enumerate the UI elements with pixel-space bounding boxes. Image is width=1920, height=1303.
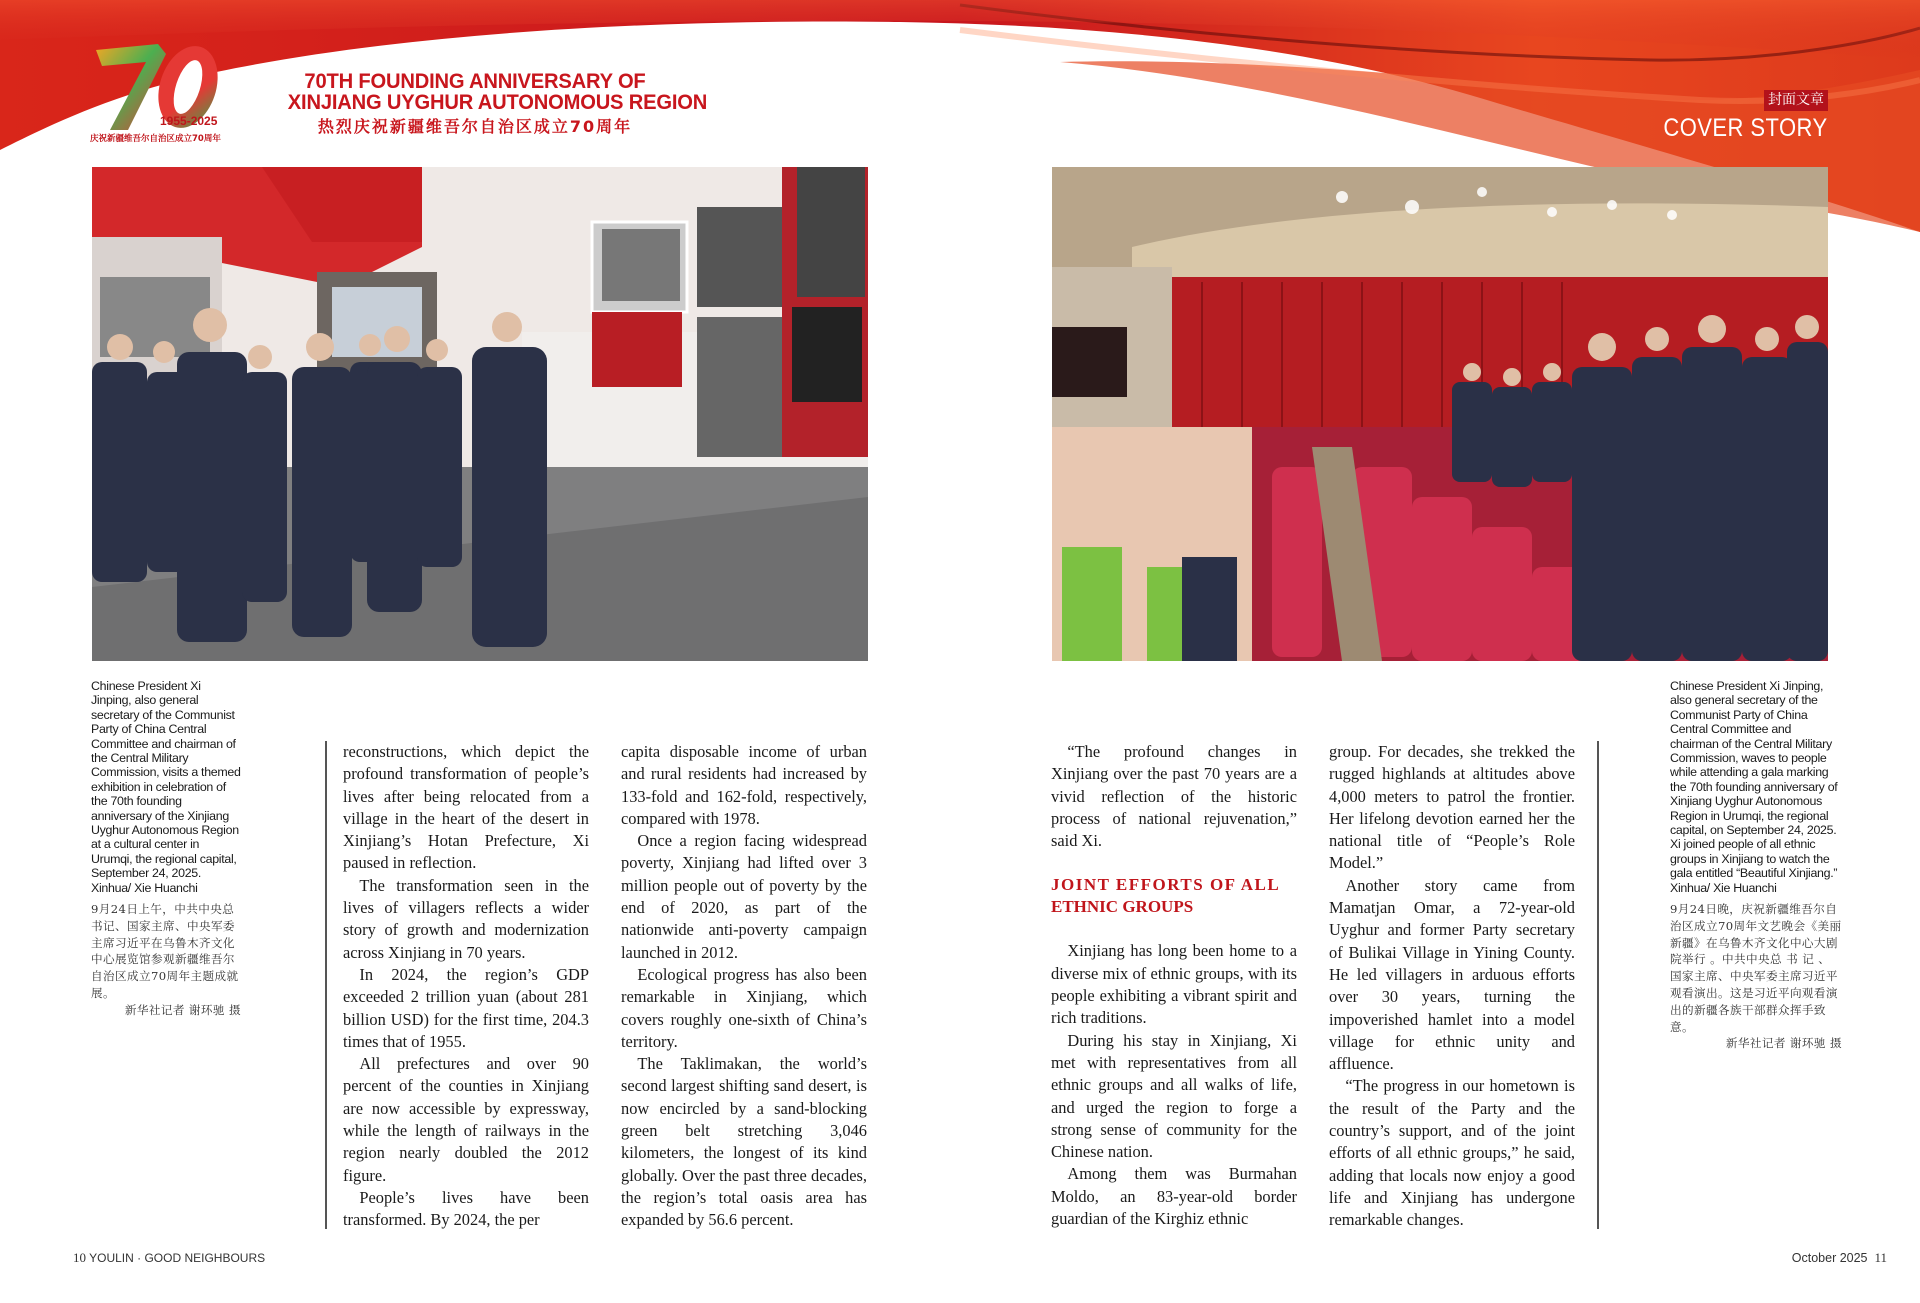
section-label-chinese: 封面文章 (1764, 90, 1828, 111)
article-column-2 (621, 741, 867, 1232)
paragraph: Once a region facing widespread poverty, Xinjiang had lifted over 3 million people out of poverty by the end of 2020, as part of the nationwide anti-poverty campaign launched in 2012. (621, 831, 867, 962)
page-number-left: 10 (73, 1250, 86, 1265)
article-column-4 (1329, 741, 1575, 1232)
logo-years: 1955-2025 (160, 114, 218, 128)
caption-left-chinese (91, 901, 241, 1019)
footer-right (1792, 1250, 1887, 1266)
issue-date: October 2025 (1791, 1251, 1868, 1265)
caption-left-english: Chinese President Xi Jinping, also general secretary of the Communist Party of China Central Committee and chairman of the Central Military Commission, visits a themed exhibition in celebration of the 70th founding anniversary of the Xinjiang Uyghur Autonomous Region at a cultural center in Urumqi, the regional capital, September 24, 2025. (91, 679, 241, 881)
section-heading (1051, 874, 1297, 918)
caption-right-chinese-credit: 新华社记者 谢环驰 摄 (1725, 1036, 1842, 1051)
paragraph: The transformation seen in the lives of villagers reflects a wider story of growth and modernization across Xinjiang in 70 years. (343, 875, 589, 962)
photo-caption-right (1670, 679, 1842, 1052)
photo-caption-left (91, 679, 241, 1019)
caption-left-chinese-credit: 新华社记者 谢环驰 摄 (124, 1002, 241, 1017)
caption-right-chinese-text: 9月24日晚，庆祝新疆维吾尔自治区成立70周年文艺晚会《美丽新疆》在乌鲁木齐文化中心大剧院举行 。中共中央总 书 记 、国家主席、中央军委主席习近平观看演出。这是习近平向观看演出的新疆各族干部群众挥手致意。 (1670, 902, 1842, 1034)
paragraph: People’s lives have been transformed. By 2024, the per (343, 1187, 589, 1230)
paragraph: “The profound changes in Xinjiang over the past 70 years are a vivid reflection of the historic process of national rejuvenation,” said Xi. (1051, 742, 1297, 851)
paragraph: capita disposable income of urban and rural residents had increased by 133-fold and 162-fold, respectively, compared with 1978. (621, 742, 867, 828)
section-heading-line-1: JOINT EFFORTS OF ALL (1051, 875, 1281, 895)
page-number-right: 11 (1874, 1250, 1887, 1265)
caption-left-credit: Xinhua/ Xie Huanchi (91, 880, 198, 895)
section-label-english: COVER STORY (1663, 114, 1828, 142)
page-title-chinese: 热烈庆祝新疆维吾尔自治区成立70周年 (317, 117, 633, 136)
paragraph: “The progress in our hometown is the result of the Party and the country’s support, and of the joint efforts of all ethnic groups,” he said, adding that locals now enjoy a good life and Xinjiang has undergone remarkable changes. (1329, 1076, 1575, 1230)
caption-right-credit: Xinhua/ Xie Huanchi (1670, 880, 1777, 895)
paragraph: Another story came from Mamatjan Omar, a 72-year-old Uyghur and former Party secretary of Bulikai Village in Yining County. He led villagers in arduous efforts over 30 years, turning the impoverished hamlet into a model village for ethnic unity and affluence. (1329, 875, 1575, 1074)
footer-left (73, 1250, 265, 1266)
section-heading-line-2: ETHNIC GROUPS (1051, 897, 1194, 917)
paragraph: The Taklimakan, the world’s second largest shifting sand desert, is now encircled by a sand-blocking green belt stretching 3,046 kilometers, the longest of its kind globally. Over the past three decades, the region’s total oasis area has expanded by 56.6 percent. (621, 1054, 867, 1230)
paragraph: group. For decades, she trekked the rugged highlands at altitudes above 4,000 meters to patrol the frontier. Her lifelong devotion earned her the national title of “People’s Role Model.” (1329, 742, 1575, 873)
paragraph: Ecological progress has also been remarkable in Xinjiang, which covers roughly one-sixth of China’s territory. (621, 964, 867, 1051)
gala-photo (1052, 167, 1828, 661)
paragraph: During his stay in Xinjiang, Xi met with representatives from all ethnic groups and all walks of life, and urged the region to forge a strong sense of community for the Chinese nation. (1051, 1030, 1297, 1162)
article-column-3 (1051, 741, 1297, 1230)
paragraph: reconstructions, which depict the profound transformation of people’s lives after being relocated from a village in the heart of the desert in Xinjiang’s Hotan Prefecture, Xi paused in reflection. (343, 742, 589, 873)
paragraph: In 2024, the region’s GDP exceeded 2 trillion yuan (about 281 billion USD) for the first time, 204.3 times that of 1955. (343, 964, 589, 1051)
page-title-line-2: XINJIANG UYGHUR AUTONOMOUS REGION (287, 91, 708, 114)
paragraph: Xinjiang has long been home to a diverse mix of ethnic groups, with its people exhibiting a vibrant spirit and rich traditions. (1051, 941, 1297, 1028)
page-title-line-1: 70TH FOUNDING ANNIVERSARY OF (304, 70, 646, 93)
paragraph: All prefectures and over 90 percent of the counties in Xinjiang are now accessible by expressway, while the length of railways in the region nearly doubled the 2012 figure. (343, 1054, 589, 1185)
publication-name: YOULIN · GOOD NEIGHBOURS (89, 1251, 266, 1265)
column-rule-left (325, 741, 327, 1229)
column-rule-right (1597, 741, 1599, 1229)
caption-left-chinese-text: 9月24日上午，中共中央总书记、国家主席、中央军委主席习近平在乌鲁木齐文化中心展览馆参观新疆维吾尔自治区成立70周年主题成就展。 (91, 902, 239, 1001)
paragraph: Among them was Burmahan Moldo, an 83-year-old border guardian of the Kirghiz ethnic (1051, 1164, 1297, 1229)
exhibition-photo (92, 167, 868, 661)
caption-right-chinese (1670, 901, 1842, 1052)
logo-chinese-caption: 庆祝新疆维吾尔自治区成立70周年 (90, 134, 221, 144)
article-column-1 (343, 741, 589, 1232)
caption-right-english: Chinese President Xi Jinping, also general secretary of the Communist Party of China Central Committee and chairman of the Central Military Commission, waves to people while attending a gala marking the 70th founding anniversary of Xinjiang Uyghur Autonomous Region in Urumqi, the regional capital, on September 24, 2025. Xi joined people of all ethnic groups in Xinjiang to watch the gala entitled “Beautiful Xinjiang.” (1670, 679, 1838, 881)
